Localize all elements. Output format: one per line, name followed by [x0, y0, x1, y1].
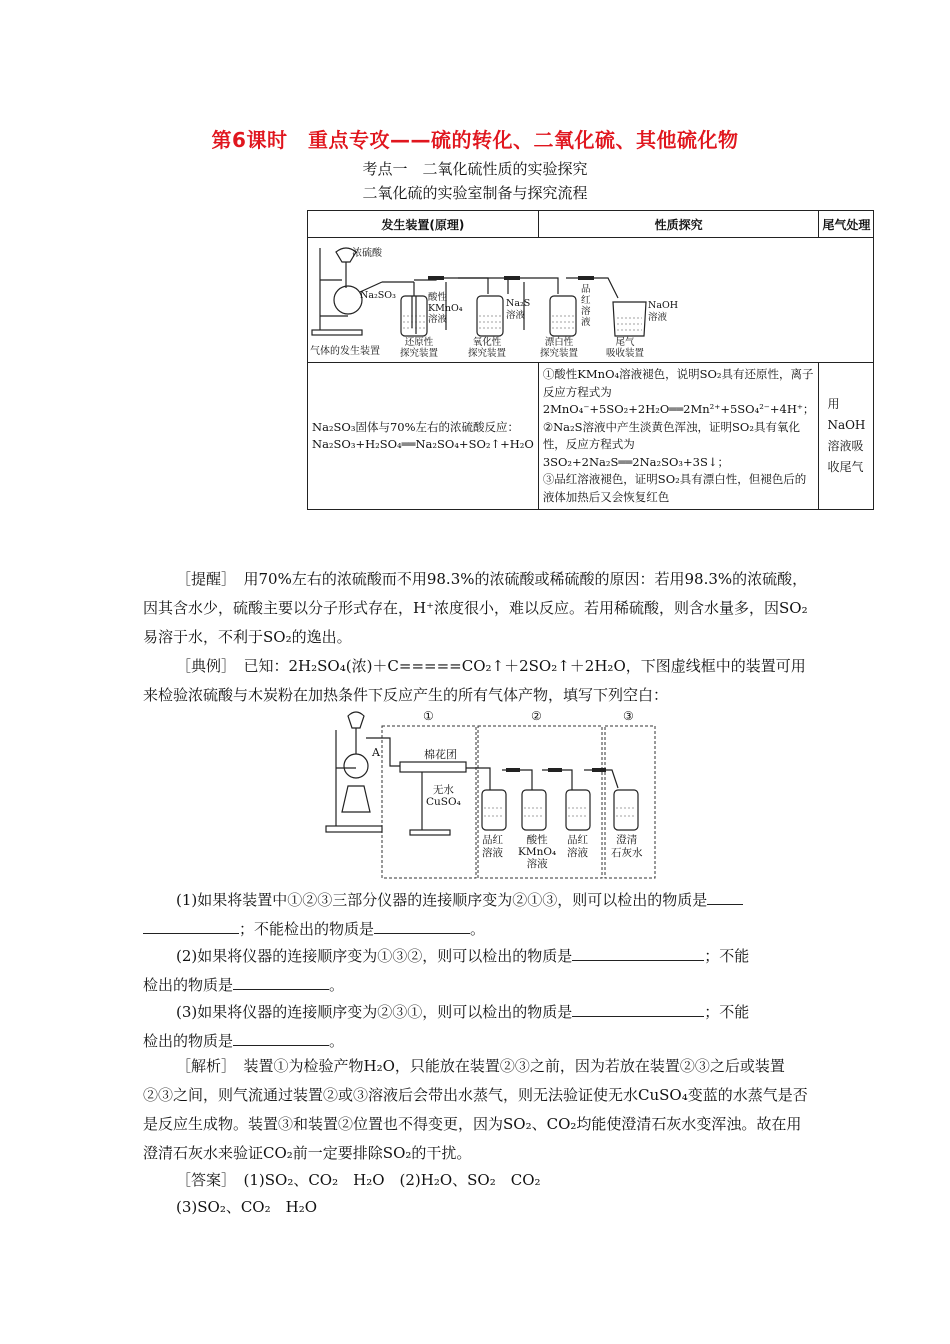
q2-blank-a[interactable] [572, 946, 704, 961]
question-3 [143, 998, 808, 1056]
q3-text-d: 。 [329, 1032, 345, 1050]
q1-text-c: 。 [470, 920, 486, 938]
answer-line-2: (3)SO₂、CO₂ H₂O [176, 1198, 318, 1216]
q3-text: (3)如果将仪器的连接顺序变为②③①，则可以检出的物质是 [176, 1003, 573, 1021]
example-apparatus [322, 708, 662, 880]
label-bottle-1: 品红 溶液 [482, 834, 503, 859]
q2-text-c: 检出的物质是 [143, 976, 234, 994]
label-cuso4: 无水 CuSO₄ [426, 784, 461, 808]
q2-blank-b[interactable] [233, 975, 329, 990]
label-cotton: 棉花团 [424, 748, 457, 761]
properties-text [538, 363, 819, 510]
section-heading: 考点一 二氧化硫性质的实验探究 [362, 160, 588, 178]
apparatus-cell [308, 238, 874, 363]
question-2 [143, 942, 808, 1000]
tip-paragraph: ［提醒］ 用70%左右的浓硫酸而不用98.3%的浓硫酸或稀硫酸的原因：若用98.3%的浓硫酸，因其含水少，硫酸主要以分子形式存在，H⁺浓度很小，难以反应。若用稀硫酸，则含水量多，因SO₂易溶于水，不利于SO₂的逸出。 [143, 570, 808, 646]
analysis-paragraph: ［解析］ 装置①为检验产物H₂O，只能放在装置②③之前，因为若放在装置②③之后或装置②③之间，则气流通过装置②或③溶液后会带出水蒸气，则无法验证使无水CuSO₄变蓝的水蒸气是否是反应生成物。装置③和装置②位置也不得变更，因为SO₂、CO₂均能使澄清石灰水变浑浊。故在用澄清石灰水来验证CO₂前一定要排除SO₂的干扰。 [143, 1057, 808, 1162]
caption-reducing: 还原性 探究装置 [400, 337, 439, 359]
q3-blank-b[interactable] [233, 1031, 329, 1046]
header-properties: 性质探究 [538, 211, 819, 238]
q2-text-b: ；不能 [704, 947, 750, 965]
header-tail-gas: 尾气处理 [819, 211, 874, 238]
page-title: 第6课时 重点专攻——硫的转化、二氧化硫、其他硫化物 [211, 128, 739, 152]
q1-blank-a2[interactable] [143, 919, 239, 934]
experiment-table [307, 210, 874, 510]
caption-oxidizing: 氧化性 探究装置 [468, 337, 507, 359]
label-naoh: NaOH 溶液 [648, 300, 679, 323]
property-oxidizing: ②Na₂S溶液中产生淡黄色浑浊，证明SO₂具有氧化性，反应方程式为3SO₂+2Na₂S══2Na₂SO₃+3S↓； [542, 419, 800, 469]
q1-blank-a[interactable] [707, 890, 743, 905]
label-kmno4: 酸性 KMnO₄ 溶液 [428, 292, 463, 325]
q1-blank-b[interactable] [374, 919, 470, 934]
q2-text: (2)如果将仪器的连接顺序变为①③②，则可以检出的物质是 [176, 947, 573, 965]
q2-text-d: 。 [329, 976, 345, 994]
header-generation: 发生装置(原理) [308, 211, 539, 238]
label-bottle-2: 酸性 KMnO₄ 溶液 [518, 834, 557, 870]
label-na2so3: Na₂SO₃ [360, 290, 396, 301]
caption-tail: 尾气 吸收装置 [606, 337, 645, 359]
question-1 [143, 886, 808, 944]
property-reducing: ①酸性KMnO₄溶液褪色，说明SO₂具有还原性，离子反应方程式为2MnO₄⁻+5SO₂+2H₂O══2Mn²⁺+5SO₄²⁻+4H⁺； [542, 367, 815, 416]
label-part-1: ① [423, 709, 434, 723]
label-part-3: ③ [623, 709, 634, 723]
label-pinhong: 品 红 溶 液 [581, 284, 591, 328]
label-bottle-4: 澄清 石灰水 [611, 834, 643, 859]
table-title: 二氧化硫的实验室制备与探究流程 [362, 184, 588, 202]
tail-gas-text: 用NaOH溶液吸收尾气 [819, 363, 874, 510]
reaction-text: Na₂SO₃固体与70%左右的浓硫酸反应：Na₂SO₃+H₂SO₄══Na₂SO₄+SO₂↑+H₂O [308, 363, 539, 510]
label-a: A [372, 746, 380, 759]
property-bleaching: ③品红溶液褪色，证明SO₂具有漂白性，但褪色后的液体加热后又会恢复红色 [542, 472, 807, 504]
label-bottle-3: 品红 溶液 [567, 834, 588, 859]
label-part-2: ② [531, 709, 542, 723]
q1-text: (1)如果将装置中①②③三部分仪器的连接顺序变为②①③，则可以检出的物质是 [176, 891, 708, 909]
q3-blank-a[interactable] [572, 1002, 704, 1017]
q3-text-c: 检出的物质是 [143, 1032, 234, 1050]
answer-line-1: ［答案］ (1)SO₂、CO₂ H₂O (2)H₂O、SO₂ CO₂ [176, 1171, 541, 1189]
example-paragraph: ［典例］ 已知：2H₂SO₄(浓)＋C=====CO₂↑＋2SO₂↑＋2H₂O，下图虚线框中的装置可用来检验浓硫酸与木炭粉在加热条件下反应产生的所有气体产物，填写下列空白： [143, 657, 806, 704]
q3-text-b: ；不能 [704, 1003, 750, 1021]
label-conc-acid: 浓硫酸 [352, 248, 382, 259]
q1-text-b: ；不能检出的物质是 [239, 920, 375, 938]
label-generator: 气体的发生装置 [310, 346, 380, 357]
caption-bleaching: 漂白性 探究装置 [540, 337, 579, 359]
label-na2s: Na₂S 溶液 [506, 298, 531, 321]
